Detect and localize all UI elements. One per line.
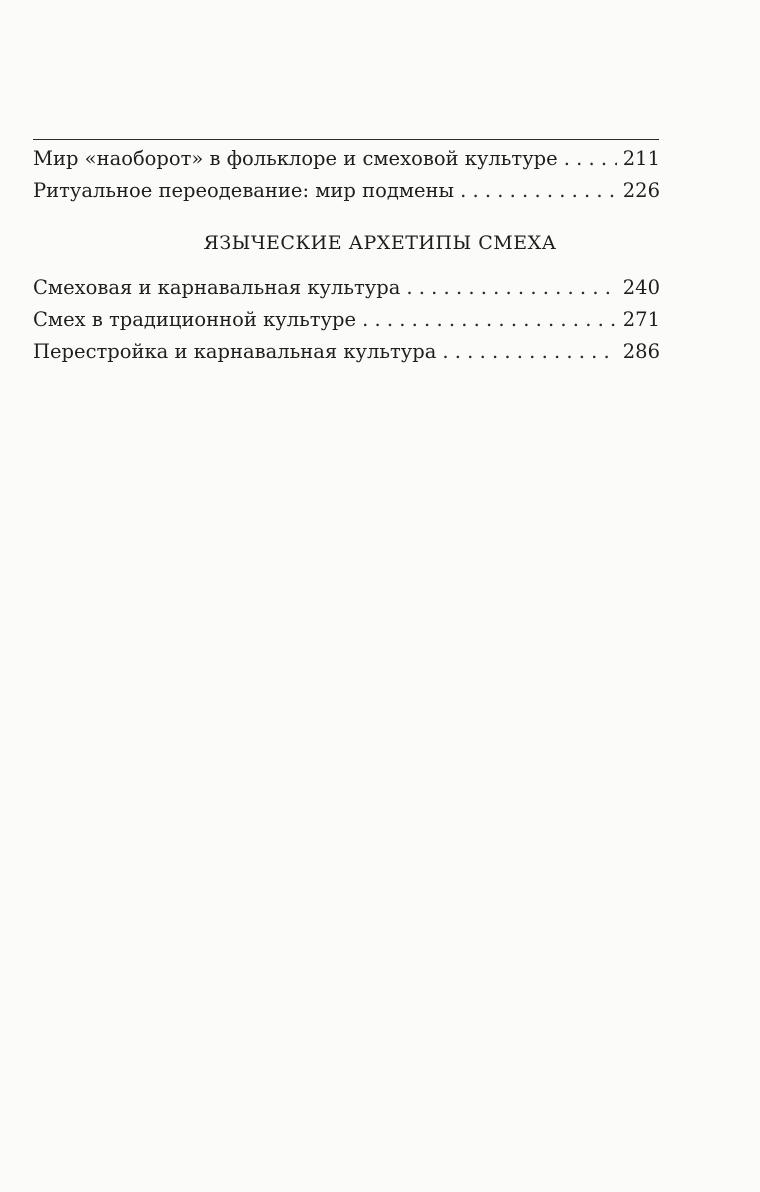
dot-leader [362,308,617,331]
toc-list [33,147,660,211]
toc-entry-title: Смеховая и карнавальная культура [33,276,401,299]
toc-entry-title: Ритуальное переодевание: мир подмены [33,179,455,202]
dot-leader [406,276,616,299]
toc-entry [33,308,660,340]
dot-leader [460,179,617,202]
section-heading: ЯЗЫЧЕСКИЕ АРХЕТИПЫ СМЕХА [203,232,557,254]
toc-entry-title: Мир «наоборот» в фольклоре и смеховой культуре [33,147,558,170]
toc-entry [33,276,660,308]
toc-entry-page: 286 [622,340,660,363]
dot-leader [442,340,616,363]
toc-entry-page: 271 [622,308,660,331]
toc-entry [33,340,660,372]
toc-entry-page: 211 [622,147,660,170]
toc-entry-title: Смех в традиционной культуре [33,308,357,331]
header-rule [33,139,659,140]
toc-entry [33,179,660,211]
toc-entry-page: 226 [622,179,660,202]
dot-leader [564,147,617,170]
toc-entry-title: Перестройка и карнавальная культура [33,340,437,363]
toc-list [33,276,660,372]
toc-entry-page: 240 [622,276,660,299]
toc-entry [33,147,660,179]
